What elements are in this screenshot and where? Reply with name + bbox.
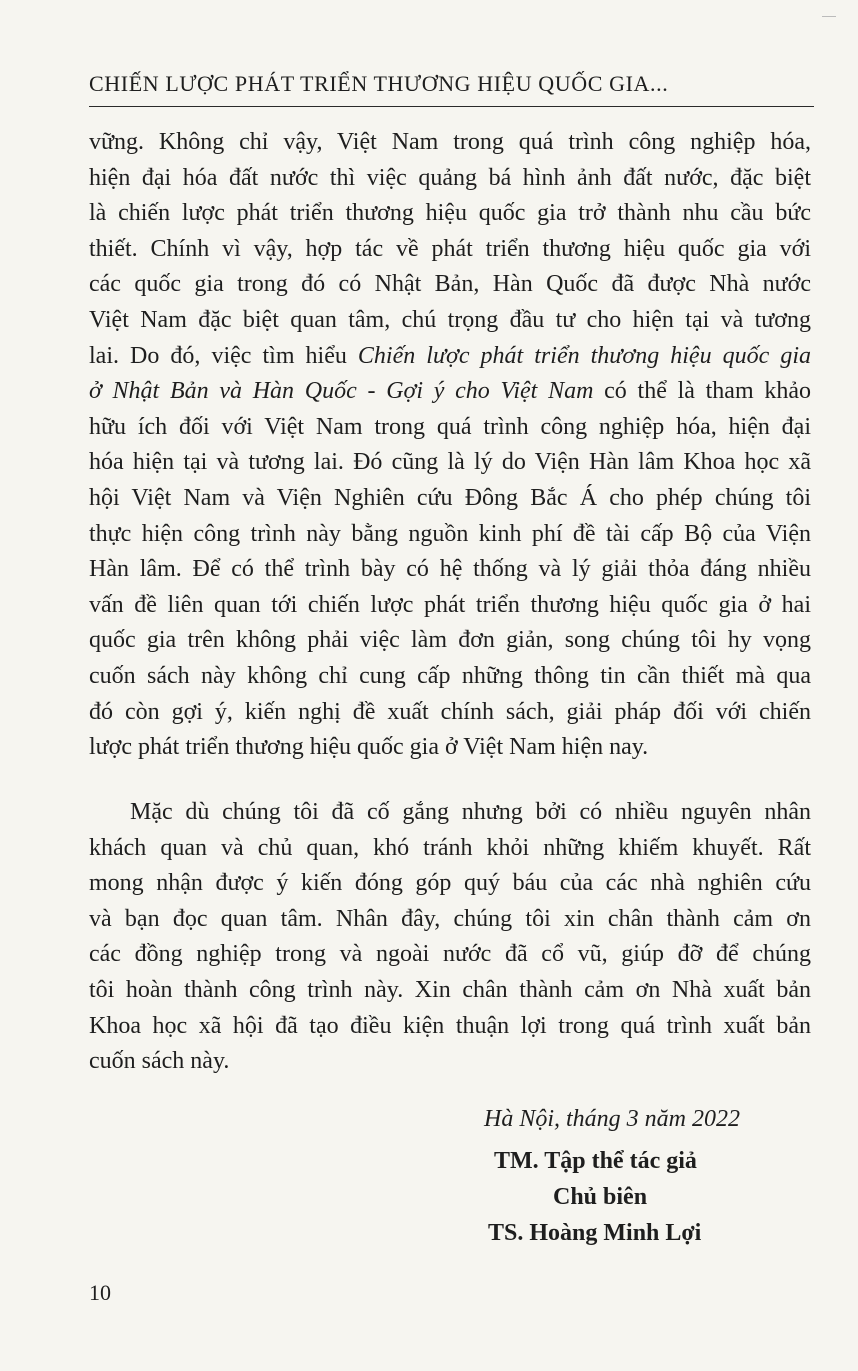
text-line: khách quan và chủ quan, khó tránh khỏi những khiếm khuyết. Rất	[89, 834, 811, 861]
paragraph-2	[89, 795, 811, 1080]
page-number: 10	[89, 1280, 111, 1305]
signature-place-date: Hà Nội, tháng 3 năm 2022	[484, 1106, 741, 1132]
page-corner-mark	[822, 16, 836, 25]
text-line	[89, 517, 811, 553]
text-line	[89, 410, 811, 446]
text-line	[89, 552, 811, 588]
text-line	[89, 125, 811, 161]
text-line	[89, 196, 811, 232]
text-line	[89, 588, 811, 624]
text-segment: hóa hiện tại và tương lai. Đó cũng là lý do Viện Hàn lâm Khoa học xã	[89, 449, 811, 476]
signature-role: Chủ biên	[553, 1184, 648, 1210]
text-line	[89, 695, 811, 731]
text-line	[89, 659, 811, 695]
text-line	[89, 374, 811, 410]
text-segment: là chiến lược phát triển thương hiệu quốc gia trở thành nhu cầu bức	[89, 200, 811, 227]
text-line: cuốn sách này.	[89, 1048, 230, 1075]
text-segment: hữu ích đối với Việt Nam trong quá trình công nghiệp hóa, hiện đại	[89, 413, 811, 440]
running-header: CHIẾN LƯỢC PHÁT TRIỂN THƯƠNG HIỆU QUỐC GIA...	[89, 71, 669, 96]
header-rule	[89, 106, 814, 107]
text-segment: vững. Không chỉ vậy, Việt Nam trong quá trình công nghiệp hóa,	[89, 129, 811, 155]
text-line	[89, 161, 811, 197]
paragraph-1	[89, 125, 811, 766]
text-line	[89, 445, 811, 481]
text-segment: có thể là tham khảo	[593, 378, 811, 405]
text-line: và bạn đọc quan tâm. Nhân đây, chúng tôi xin chân thành cảm ơn	[89, 905, 811, 932]
text-line	[89, 339, 811, 375]
text-line	[89, 730, 811, 766]
text-segment: các quốc gia trong đó có Nhật Bản, Hàn Quốc đã được Nhà nước	[89, 271, 811, 298]
signature-name: TS. Hoàng Minh Lợi	[488, 1220, 702, 1246]
text-line	[89, 481, 811, 517]
text-segment: đó còn gợi ý, kiến nghị đề xuất chính sách, giải pháp đối với chiến	[89, 698, 811, 725]
book-title-italic: ở Nhật Bản và Hàn Quốc - Gợi ý cho Việt Nam	[89, 378, 594, 405]
text-line	[89, 303, 811, 339]
text-segment: vấn đề liên quan tới chiến lược phát triển thương hiệu quốc gia ở hai	[89, 591, 811, 618]
text-segment: lai. Do đó, việc tìm hiểu	[89, 342, 358, 369]
text-line	[89, 623, 811, 659]
book-title-italic: Chiến lược phát triển thương hiệu quốc gia	[357, 342, 811, 369]
text-line: các đồng nghiệp trong và ngoài nước đã cổ vũ, giúp đỡ để chúng	[89, 941, 811, 968]
text-segment: quốc gia trên không phải việc làm đơn giản, song chúng tôi hy vọng	[89, 627, 811, 654]
text-segment: lược phát triển thương hiệu quốc gia ở Việt Nam hiện nay.	[89, 734, 649, 761]
text-segment: Hàn lâm. Để có thể trình bày có hệ thống và lý giải thỏa đáng nhiều	[89, 556, 811, 583]
text-line: Mặc dù chúng tôi đã cố gắng nhưng bởi có nhiều nguyên nhân	[130, 799, 811, 825]
text-line	[89, 232, 811, 268]
text-line	[89, 267, 811, 303]
text-segment: Việt Nam đặc biệt quan tâm, chú trọng đầu tư cho hiện tại và tương	[89, 306, 811, 333]
text-segment: cuốn sách này không chỉ cung cấp những thông tin cần thiết mà qua	[89, 662, 811, 689]
text-segment: thực hiện công trình này bằng nguồn kinh phí đề tài cấp Bộ của Viện	[89, 520, 811, 547]
text-segment: hiện đại hóa đất nước thì việc quảng bá hình ảnh đất nước, đặc biệt	[89, 164, 811, 191]
text-segment: thiết. Chính vì vậy, hợp tác về phát triển thương hiệu quốc gia với	[89, 235, 811, 262]
text-line: Khoa học xã hội đã tạo điều kiện thuận lợi trong quá trình xuất bản	[89, 1012, 811, 1039]
text-line: tôi hoàn thành công trình này. Xin chân thành cảm ơn Nhà xuất bản	[89, 976, 811, 1003]
signature-organization: TM. Tập thể tác giả	[494, 1148, 697, 1174]
text-line: mong nhận được ý kiến đóng góp quý báu của các nhà nghiên cứu	[89, 870, 811, 897]
text-segment: hội Việt Nam và Viện Nghiên cứu Đông Bắc Á cho phép chúng tôi	[89, 484, 811, 511]
